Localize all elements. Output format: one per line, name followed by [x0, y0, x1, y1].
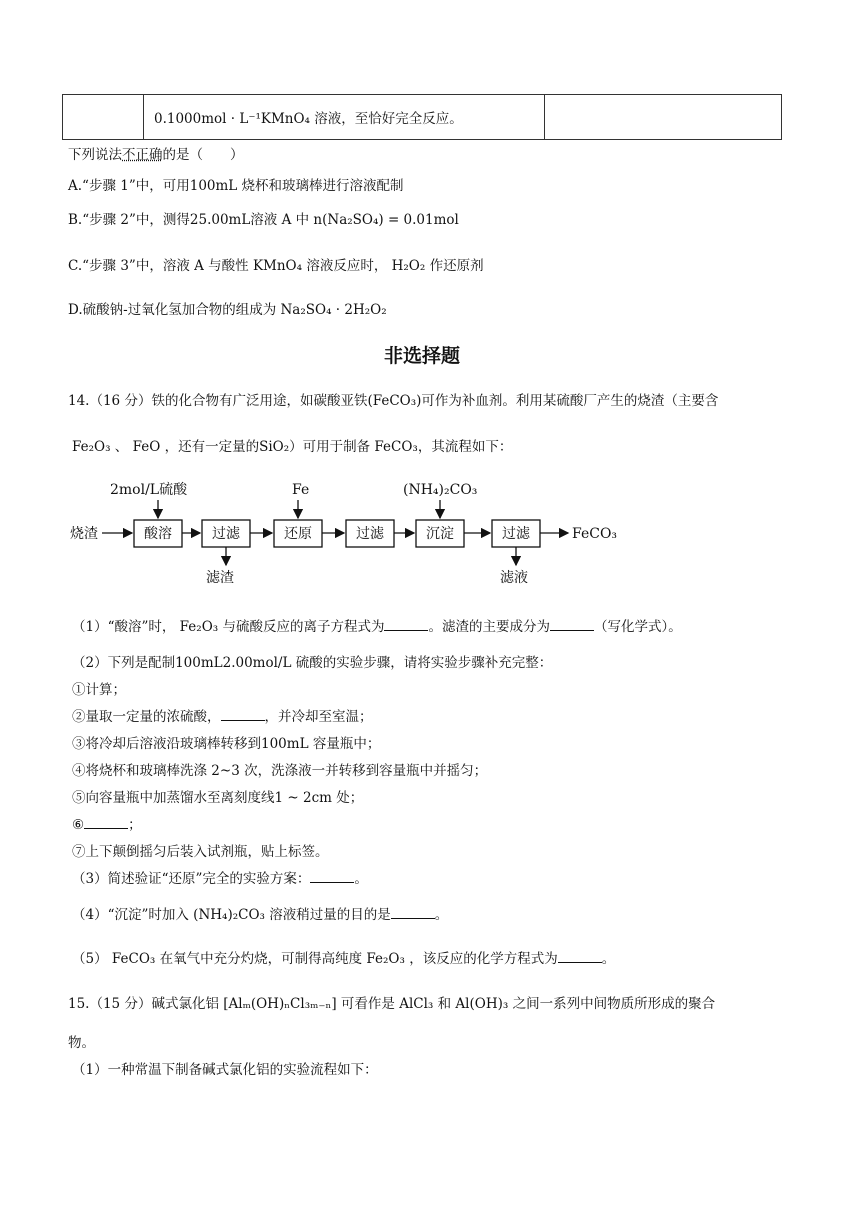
reagent-table — [62, 94, 782, 140]
step-2-text-a: ②量取一定量的浓硫酸， — [72, 709, 221, 725]
q14-part5-text-b: 。 — [601, 951, 616, 967]
q14-part1-text-a: （1）“酸溶”时， Fe₂O₃ 与硫酸反应的离子方程式为 — [72, 619, 385, 635]
q14-part5-text-a: （5） FeCO₃ 在氧气中充分灼烧，可制得高纯度 Fe₂O₃ ，该反应的化学方程式为 — [72, 951, 558, 967]
flow-step-filter-1: 过滤 — [212, 526, 240, 542]
flow-start-label: 烧渣 — [70, 526, 98, 542]
step-1: ①计算； — [72, 682, 126, 698]
q13-stem-suffix: 的是（ ） — [162, 147, 244, 163]
step-6 — [72, 813, 142, 833]
flow-input-acid: 2mol/L硫酸 — [110, 482, 188, 498]
q14-part4-text-b: 。 — [434, 907, 449, 923]
flow-output-filtrate: 滤液 — [500, 570, 528, 586]
flow-step-reduce: 还原 — [284, 526, 312, 542]
q14-part1 — [72, 615, 682, 635]
answer-blank — [310, 870, 354, 883]
step-2 — [72, 705, 373, 725]
answer-blank — [550, 618, 594, 631]
q14-part1-text-c: （写化学式）。 — [593, 619, 682, 635]
q14-part3-text-b: 。 — [354, 871, 368, 887]
q15-stem-line2: 物。 — [68, 1035, 95, 1051]
q13-emphasis-not: 不正确 — [122, 147, 163, 163]
step-3: ③将冷却后溶液沿玻璃棒转移到100mL 容量瓶中； — [72, 736, 381, 752]
table-cell-empty-left — [63, 95, 144, 140]
flow-input-fe: Fe — [292, 482, 310, 498]
q13-stem-prefix: 下列说法 — [68, 147, 122, 163]
q14-part4-text-a: （4）“沉淀”时加入 (NH₄)₂CO₃ 溶液稍过量的目的是 — [72, 907, 391, 923]
step-7: ⑦上下颠倒摇匀后装入试剂瓶，贴上标签。 — [72, 844, 329, 860]
section-heading: 非选择题 — [384, 345, 461, 367]
answer-blank — [221, 708, 265, 721]
q14-part3 — [72, 867, 368, 887]
q15-stem-line1: 15.（15 分）碱式氯化铝 [Alₘ(OH)ₙCl₃ₘ₋ₙ] 可看作是 AlCl₃ 和 Al(OH)₃ 之间一系列中间物质所形成的聚合 — [68, 996, 716, 1012]
q14-part2: （2）下列是配制100mL2.00mol/L 硫酸的实验步骤，请将实验步骤补充完整： — [72, 655, 553, 671]
table-cell-empty-right — [545, 95, 782, 140]
step-4: ④将烧杯和玻璃棒洗涤 2~3 次，洗涤液一并转移到容量瓶中并摇匀； — [72, 763, 488, 779]
flow-input-ammonium-carbonate: (NH₄)₂CO₃ — [403, 482, 478, 498]
option-c: C.“步骤 3”中，溶液 A 与酸性 KMnO₄ 溶液反应时， H₂O₂ 作还原剂 — [68, 258, 484, 274]
table-cell-text: 0.1000mol · L⁻¹KMnO₄ 溶液，至恰好完全反应。 — [144, 95, 545, 140]
flow-end-label: FeCO₃ — [572, 526, 618, 542]
q14-stem-line1: 14.（16 分）铁的化合物有广泛用途，如碳酸亚铁(FeCO₃)可作为补血剂。利用某硫酸厂产生的烧渣（主要含 — [68, 393, 719, 409]
q14-part4 — [72, 903, 448, 923]
q14-stem-line2: Fe₂O₃ 、 FeO ，还有一定量的SiO₂）可用于制备 FeCO₃，其流程如下： — [72, 439, 513, 455]
option-b: B.“步骤 2”中，测得25.00mL溶液 A 中 n(Na₂SO₄) = 0.01mol — [68, 212, 459, 228]
answer-blank — [84, 816, 128, 829]
option-a: A.“步骤 1”中，可用100mL 烧杯和玻璃棒进行溶液配制 — [68, 178, 404, 194]
q14-part1-text-b: 。滤渣的主要成分为 — [428, 619, 550, 635]
step-5: ⑤向容量瓶中加蒸馏水至离刻度线1 ~ 2cm 处； — [72, 790, 364, 806]
q13-stem — [68, 143, 244, 163]
q15-part1: （1）一种常温下制备碱式氯化铝的实验流程如下： — [72, 1062, 378, 1078]
q14-part3-text-a: （3）简述验证“还原”完全的实验方案： — [72, 871, 311, 887]
answer-blank — [384, 618, 428, 631]
flow-step-precipitate: 沉淀 — [426, 526, 454, 542]
flow-step-filter-2: 过滤 — [356, 526, 384, 542]
flow-step-acid-dissolve: 酸溶 — [144, 526, 172, 542]
step-6-text-a: ⑥ — [72, 817, 85, 833]
answer-blank — [391, 906, 435, 919]
step-6-text-b: ； — [128, 817, 142, 833]
flow-step-filter-3: 过滤 — [502, 526, 530, 542]
answer-blank — [558, 950, 602, 963]
q14-part5 — [72, 947, 615, 967]
step-2-text-b: ，并冷却至室温； — [264, 709, 373, 725]
option-d: D.硫酸钠-过氧化氢加合物的组成为 Na₂SO₄ · 2H₂O₂ — [68, 302, 387, 318]
flow-output-residue: 滤渣 — [206, 570, 234, 586]
process-flow-diagram — [60, 470, 660, 595]
